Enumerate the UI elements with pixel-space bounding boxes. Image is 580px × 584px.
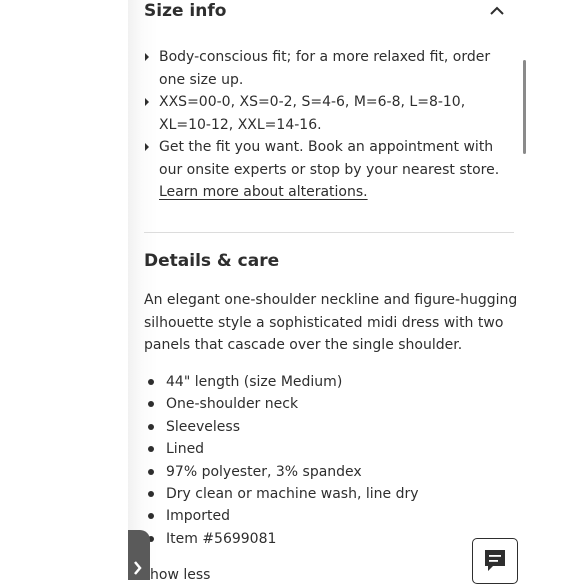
chevron-right-icon <box>133 560 143 576</box>
bullet-icon <box>148 379 154 385</box>
details-list <box>144 371 504 550</box>
bullet-icon <box>148 401 154 407</box>
chat-icon <box>484 549 506 573</box>
section-divider <box>144 232 514 233</box>
bullet-icon <box>145 143 149 151</box>
list-item: One-shoulder neck <box>144 393 504 415</box>
list-item: Sleeveless <box>144 416 504 438</box>
list-item: XXS=00-0, XS=0-2, S=4-6, M=6-8, L=8-10, XL=10-12, XXL=14-16. <box>144 91 504 136</box>
list-item: Lined <box>144 438 504 460</box>
list-item: 97% polyester, 3% spandex <box>144 461 504 483</box>
bullet-icon <box>148 424 154 430</box>
list-item: Imported <box>144 505 504 527</box>
size-info-title[interactable]: Size info <box>144 1 227 21</box>
list-item: Dry clean or machine wash, line dry <box>144 483 504 505</box>
bullet-icon <box>148 446 154 452</box>
list-item: 44" length (size Medium) <box>144 371 504 393</box>
chevron-up-icon[interactable] <box>488 3 506 17</box>
product-description: An elegant one-shoulder neckline and figure-hugging silhouette style a sophisticated midi dress with two panels that cascade over the single shoulder. <box>144 292 518 353</box>
details-care-title[interactable]: Details & care <box>144 251 280 271</box>
show-less-link[interactable]: how less <box>150 567 211 583</box>
list-item: Item #5699081 <box>144 528 504 550</box>
bullet-icon <box>148 513 154 519</box>
size-info-list <box>144 46 504 204</box>
scrollbar-thumb[interactable] <box>523 60 526 154</box>
alterations-link[interactable]: Learn more about alterations. <box>159 184 368 200</box>
bullet-icon <box>148 469 154 475</box>
list-item: Get the fit you want. Book an appointment with our onsite experts or stop by your nearest store. Learn more about alterations. <box>144 136 504 204</box>
bullet-icon <box>145 53 149 61</box>
list-item: Body-conscious fit; for a more relaxed fit, order one size up. <box>144 46 504 91</box>
bullet-icon <box>148 491 154 497</box>
side-tab-button[interactable] <box>128 530 150 580</box>
chat-button[interactable] <box>472 538 518 584</box>
bullet-icon <box>145 98 149 106</box>
